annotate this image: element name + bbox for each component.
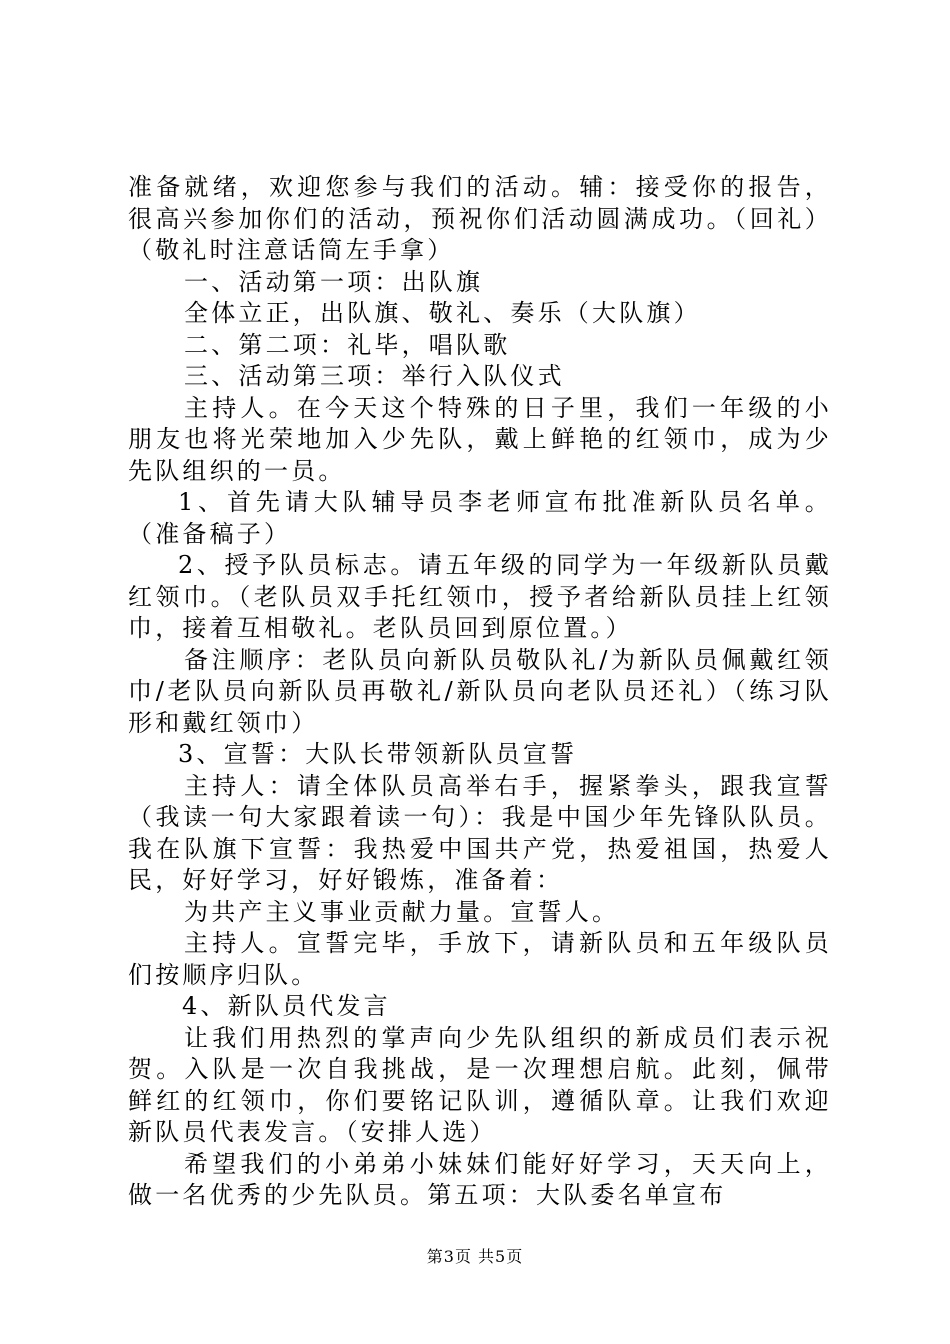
paragraph: 一、活动第一项：出队旗 xyxy=(184,267,484,296)
paragraph: 主持人。在今天这个特殊的日子里，我们一年级的小朋友也将光荣地加入少先队，戴上鲜艳的红领巾，成为少先队组织的一员。 xyxy=(128,393,832,485)
paragraph: 希望我们的小弟弟小妹妹们能好好学习，天天向上，做一名优秀的少先队员。第五项：大队委名单宣布 xyxy=(128,1149,832,1209)
paragraph: 准备就绪，欢迎您参与我们的活动。辅：接受你的报告，很高兴参加你们的活动，预祝你们活动圆满成功。（回礼）（敬礼时注意话筒左手拿） xyxy=(128,173,832,264)
paragraph: 让我们用热烈的掌声向少先队组织的新成员们表示祝贺。入队是一次自我挑战，是一次理想启航。此刻，佩带鲜红的红领巾，你们要铭记队训，遵循队章。让我们欢迎新队员代表发言。（安排人选） xyxy=(128,1023,832,1146)
paragraph: 3、宣誓：大队长带领新队员宣誓 xyxy=(178,740,578,768)
document-body xyxy=(128,172,832,1212)
paragraph: 4、新队员代发言 xyxy=(182,992,391,1020)
paragraph: 2、授予队员标志。请五年级的同学为一年级新队员戴红领巾。（老队员双手托红领巾，授予者给新队员挂上红领巾，接着互相敬礼。老队员回到原位置。） xyxy=(128,551,832,642)
paragraph: 备注顺序：老队员向新队员敬队礼/为新队员佩戴红领巾/老队员向新队员再敬礼/新队员向老队员还礼）（练习队形和戴红领巾） xyxy=(128,645,832,737)
paragraph: 三、活动第三项：举行入队仪式 xyxy=(184,362,565,390)
page-number-footer: 第3页 共5页 xyxy=(426,1247,524,1266)
paragraph: 主持人。宣誓完毕，手放下，请新队员和五年级队员们按顺序归队。 xyxy=(128,929,832,989)
paragraph: 为共产主义事业贡献力量。宣誓人。 xyxy=(184,897,620,926)
paragraph: 二、第二项：礼毕，唱队歌 xyxy=(184,330,511,359)
paragraph: 主持人：请全体队员高举右手，握紧拳头，跟我宣誓（我读一句大家跟着读一句）：我是中国少年先锋队队员。我在队旗下宣誓：我热爱中国共产党，热爱祖国，热爱人民，好好学习，好好锻炼，准备着： xyxy=(128,771,832,894)
paragraph: 全体立正，出队旗、敬礼、奏乐（大队旗） xyxy=(184,299,701,327)
paragraph: 1、首先请大队辅导员李老师宣布批准新队员名单。（准备稿子） xyxy=(128,488,832,548)
